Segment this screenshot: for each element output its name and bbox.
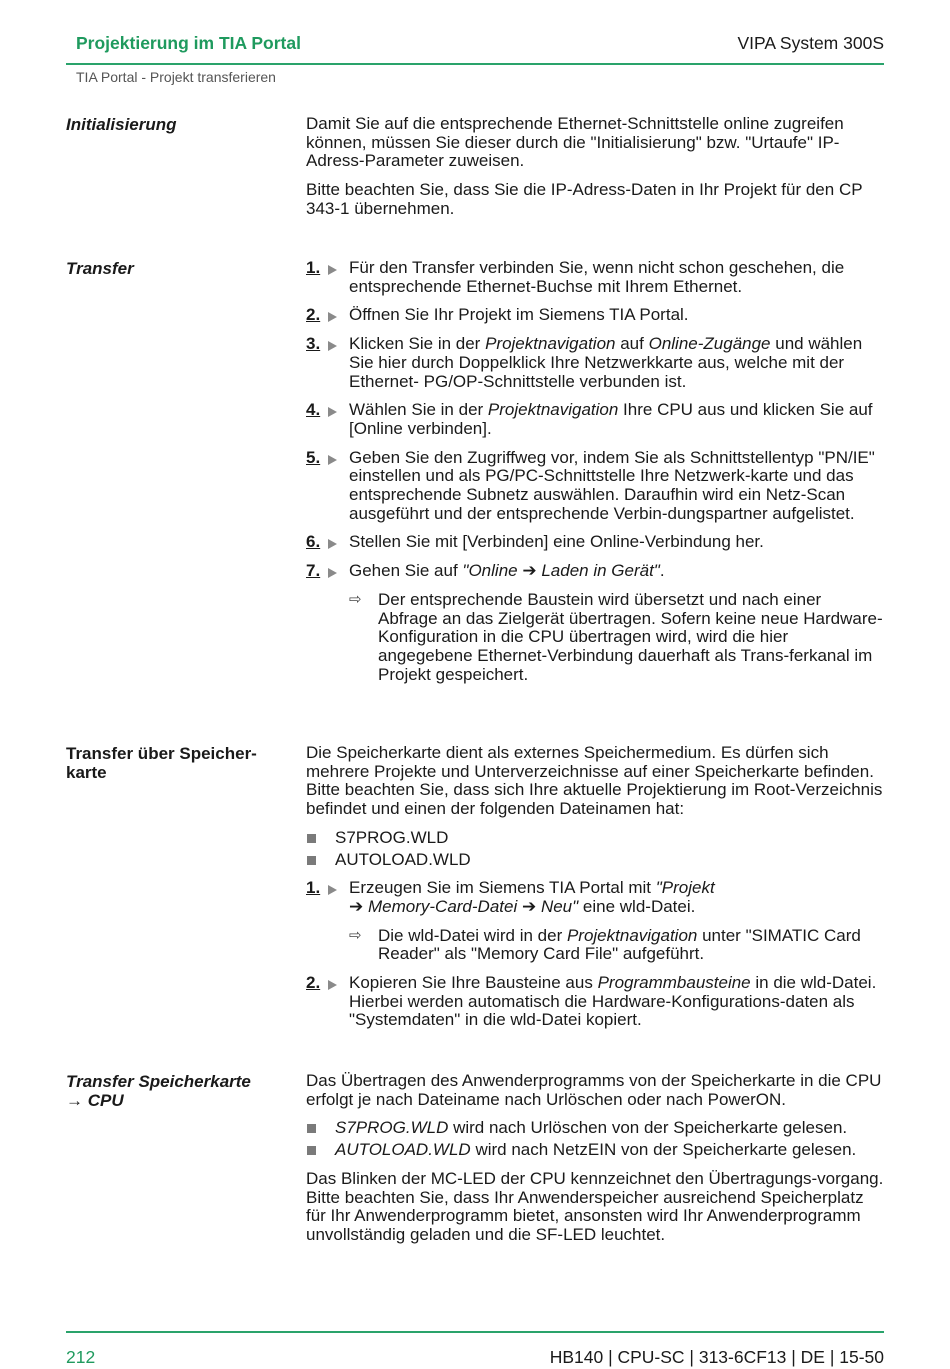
- result-item: [306, 927, 884, 964]
- list-item: S7PROG.WLD: [306, 829, 884, 848]
- list-item: S7PROG.WLD wird nach Urlöschen von der Speicherkarte gelesen.: [306, 1119, 884, 1138]
- bullet-icon: [307, 856, 316, 865]
- step-item: [306, 401, 884, 438]
- header-divider: [66, 63, 884, 65]
- menu-arrow-icon: ➔: [349, 896, 364, 916]
- step-item: [306, 449, 884, 524]
- step-arrow-icon: [328, 539, 337, 549]
- step-item: [306, 562, 884, 581]
- step-arrow-icon: [328, 265, 337, 275]
- section-body: [306, 259, 884, 694]
- step-number: 2.: [306, 305, 321, 325]
- step-text: Wählen Sie in der Projektnavigation Ihre CPU aus und klicken Sie auf [Online verbinden].: [349, 400, 873, 438]
- bullet-icon: [307, 1146, 316, 1155]
- step-text: Öffnen Sie Ihr Projekt im Siemens TIA Portal.: [349, 305, 689, 325]
- list-item: AUTOLOAD.WLD: [306, 851, 884, 870]
- step-item: [306, 259, 884, 296]
- step-arrow-icon: [328, 980, 337, 990]
- step-text: Kopieren Sie Ihre Bausteine aus Programmbausteine in die wld-Datei. Hierbei werden automatisch die Hardware-Konfigurations-daten als "Systemdaten" in die wld-Datei kopiert.: [349, 973, 877, 1030]
- step-arrow-icon: [328, 312, 337, 322]
- step-arrow-icon: [328, 455, 337, 465]
- section-label: Transfer: [66, 259, 134, 278]
- step-arrow-icon: [328, 885, 337, 895]
- step-text: Gehen Sie auf "Online ➔ Laden in Gerät".: [349, 561, 665, 581]
- step-text: Für den Transfer verbinden Sie, wenn nicht schon geschehen, die entsprechende Ethernet-Buchse mit Ihrem Ethernet.: [349, 258, 845, 296]
- paragraph: Die Speicherkarte dient als externes Speichermedium. Es dürfen sich mehrere Projekte und Unterverzeichnisse auf einer Speicherkarte befinden. Bitte beachten Sie, dass sich Ihre aktuelle Projektierung im Root-Verzeichnis befindet und einen der folgenden Dateinamen hat:: [306, 743, 883, 819]
- section-body: [306, 115, 884, 229]
- section-body: [306, 744, 884, 1040]
- list-item: AUTOLOAD.WLD wird nach NetzEIN von der Speicherkarte gelesen.: [306, 1141, 884, 1160]
- step-number: 5.: [306, 447, 321, 467]
- section-body: [306, 1072, 884, 1255]
- result-arrow-icon: ⇨: [349, 590, 362, 608]
- paragraph: Damit Sie auf die entsprechende Ethernet-Schnittstelle online zugreifen können, müssen Sie dieser durch die "Initialisierung" bzw. "Urtaufe" IP-Adress-Parameter zuweisen.: [306, 114, 844, 171]
- result-item: [306, 591, 884, 685]
- step-text: Stellen Sie mit [Verbinden] eine Online-Verbindung her.: [349, 532, 764, 552]
- document-id: HB140 | CPU-SC | 313-6CF13 | DE | 15-50: [549, 1347, 884, 1367]
- paragraph: Das Blinken der MC-LED der CPU kennzeichnet den Übertragungs-vorgang. Bitte beachten Sie, dass Ihr Anwenderspeicher ausreichend Speicherplatz für Ihr Anwenderprogramm bietet, ansonsten wird Ihr Anwenderprogramm unvollständig geladen und die SF-LED leuchtet.: [306, 1168, 884, 1244]
- step-number: 1.: [306, 258, 321, 277]
- step-item: [306, 533, 884, 552]
- section-label: Transfer Speicherkarte → CPU: [66, 1072, 251, 1110]
- menu-arrow-icon: ➔: [521, 896, 537, 916]
- step-number: 7.: [306, 561, 321, 581]
- paragraph: Das Übertragen des Anwenderprogramms von der Speicherkarte in die CPU erfolgt je nach Dateiname nach Urlöschen oder nach PowerON.: [306, 1071, 882, 1109]
- step-item: [306, 335, 884, 391]
- step-item: [306, 974, 884, 1030]
- breadcrumb: TIA Portal - Projekt transferieren: [76, 69, 276, 85]
- arrow-right-icon: →: [66, 1091, 83, 1110]
- step-arrow-icon: [328, 341, 337, 351]
- paragraph: Bitte beachten Sie, dass Sie die IP-Adress-Daten in Ihr Projekt für den CP 343-1 übernehmen.: [306, 180, 863, 218]
- page-number: 212: [66, 1347, 96, 1367]
- step-text: Erzeugen Sie im Siemens TIA Portal mit "Projekt ➔ Memory-Card-Datei ➔ Neu" eine wld-Datei.: [349, 878, 715, 916]
- bullet-icon: [307, 834, 316, 843]
- step-number: 4.: [306, 400, 321, 420]
- step-item: [306, 879, 884, 916]
- chapter-title: Projektierung im TIA Portal: [76, 33, 301, 53]
- step-arrow-icon: [328, 407, 337, 417]
- result-text: Der entsprechende Baustein wird übersetzt und nach einer Abfrage an das Zielgerät übertragen. Sofern keine neue Hardware-Konfiguration in die CPU übertragen wird, wird die hier angegebene Ethernet-Verbindung dauerhaft als Trans-ferkanal im Projekt gespeichert.: [378, 589, 883, 684]
- step-arrow-icon: [328, 568, 337, 578]
- step-number: 2.: [306, 973, 321, 993]
- section-label: Transfer über Speicher-karte: [66, 744, 257, 782]
- step-text: Geben Sie den Zugriffweg vor, indem Sie als Schnittstellentyp "PN/IE" einstellen und als PG/PC-Schnittstelle Ihre Netzwerk-karte und das entsprechende Subnetz auswählen. Daraufhin wird ein Netz-Scan ausgeführt und der entsprechende Verbin-dungspartner aufgelistet.: [349, 447, 875, 523]
- step-number: 3.: [306, 334, 321, 354]
- product-name: VIPA System 300S: [737, 33, 884, 53]
- step-item: [306, 306, 884, 325]
- step-number: 1.: [306, 878, 321, 898]
- menu-arrow-icon: ➔: [522, 561, 537, 581]
- step-number: 6.: [306, 532, 321, 552]
- result-text: Die wld-Datei wird in der Projektnavigation unter "SIMATIC Card Reader" als "Memory Card File" aufgeführt.: [378, 925, 861, 964]
- result-arrow-icon: ⇨: [349, 926, 362, 944]
- footer-divider: [66, 1331, 884, 1333]
- step-text: Klicken Sie in der Projektnavigation auf Online-Zugänge und wählen Sie hier durch Doppelklick Ihre Netzwerkkarte aus, welche mit der Ethernet- PG/OP-Schnittstelle verbunden ist.: [349, 334, 863, 391]
- section-label: Initialisierung: [66, 115, 177, 134]
- bullet-icon: [307, 1124, 316, 1133]
